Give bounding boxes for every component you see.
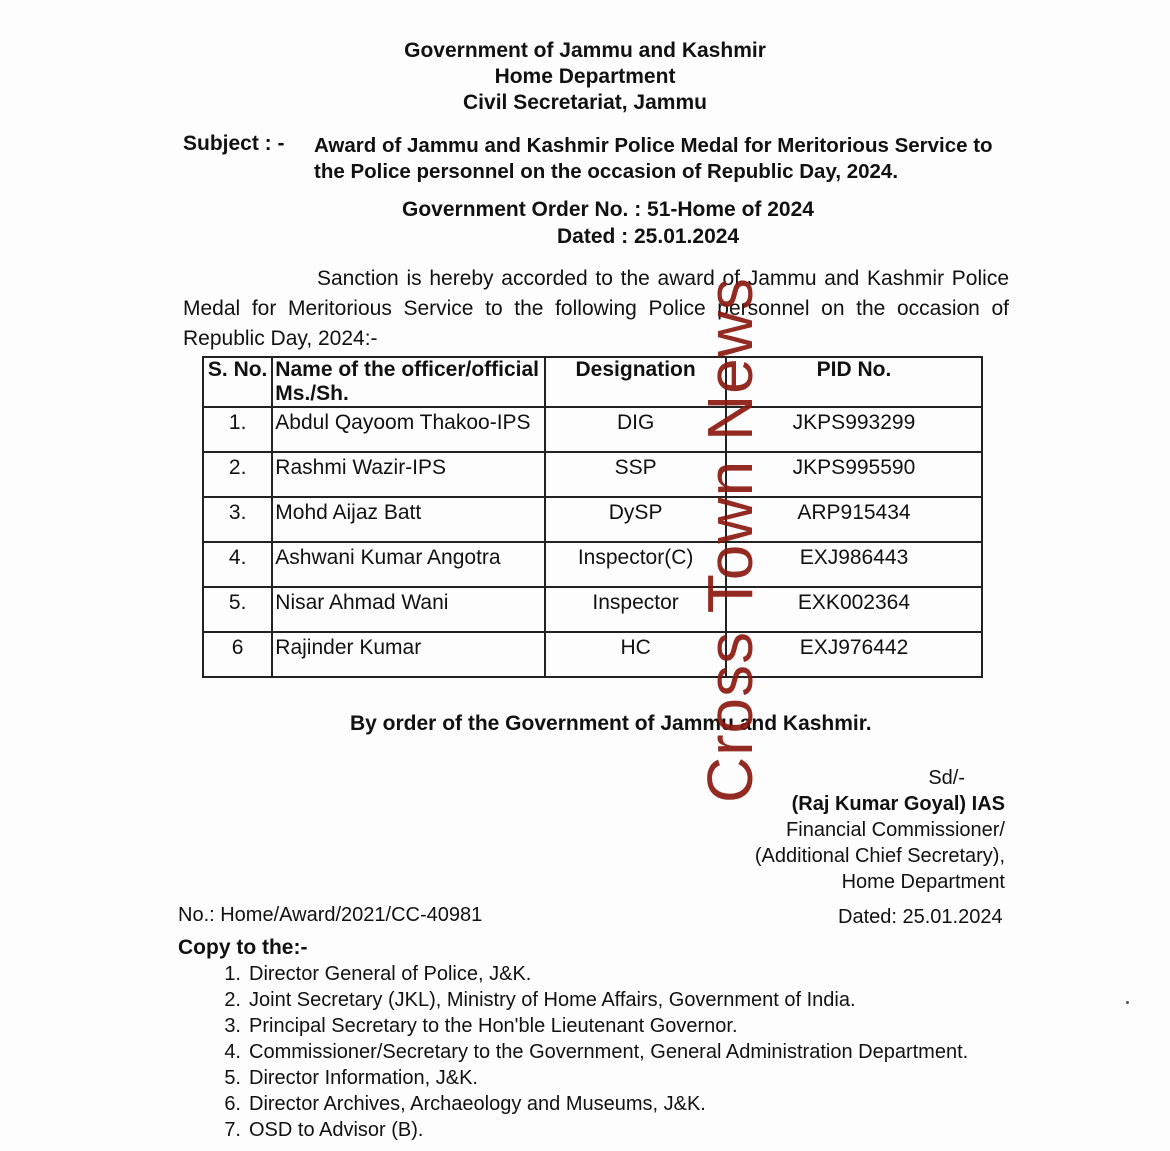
by-order-line: By order of the Government of Jammu and Kashmir. [350, 712, 872, 735]
reference-number: No.: Home/Award/2021/CC-40981 [178, 904, 483, 926]
cell-sno: 3. [203, 497, 272, 542]
cell-pid: EXJ986443 [726, 542, 982, 587]
cell-sno: 4. [203, 542, 272, 587]
list-item: 5. Director Information, J&K. [224, 1067, 478, 1089]
watermark-text: Cross Town News [694, 277, 766, 803]
cell-pid: ARP915434 [726, 497, 982, 542]
copy-to-title: Copy to the:- [178, 936, 308, 959]
cell-pid: JKPS993299 [726, 407, 982, 452]
cell-name: Mohd Aijaz Batt [272, 497, 545, 542]
cell-designation: SSP [545, 452, 726, 497]
cell-sno: 1. [203, 407, 272, 452]
table-row [203, 497, 982, 542]
table-row [203, 587, 982, 632]
cell-designation: Inspector [545, 587, 726, 632]
cell-designation: HC [545, 632, 726, 677]
cell-pid: JKPS995590 [726, 452, 982, 497]
cell-name: Rashmi Wazir-IPS [272, 452, 545, 497]
scan-speck [1126, 1001, 1129, 1004]
list-item: 6. Director Archives, Archaeology and Museums, J&K. [224, 1093, 706, 1115]
header-government: Government of Jammu and Kashmir [404, 39, 766, 62]
cell-sno: 5. [203, 587, 272, 632]
header-pid: PID No. [726, 357, 982, 407]
table-row [203, 407, 982, 452]
reference-date: Dated: 25.01.2024 [838, 906, 1003, 928]
cell-designation: DIG [545, 407, 726, 452]
cell-sno: 2. [203, 452, 272, 497]
order-number: Government Order No. : 51-Home of 2024 [402, 198, 814, 221]
order-date: Dated : 25.01.2024 [557, 225, 740, 248]
awards-table [202, 356, 983, 678]
subject-text: Award of Jammu and Kashmir Police Medal for Meritorious Service to the Police personnel on the occasion of Republic Day, 2024. [314, 134, 993, 183]
signatory-title-3: Home Department [841, 871, 1005, 893]
sanction-paragraph: Sanction is hereby accorded to the award of Jammu and Kashmir Police Medal for Meritorious Service to the following Police personnel on the occasion of Republic Day, 2024:- [183, 267, 1009, 350]
list-item: 4. Commissioner/Secretary to the Government, General Administration Department. [224, 1041, 969, 1063]
cell-designation: Inspector(C) [545, 542, 726, 587]
signatory-name: (Raj Kumar Goyal) IAS [791, 793, 1005, 815]
list-item: 1. Director General of Police, J&K. [224, 963, 532, 985]
cell-pid: EXK002364 [726, 587, 982, 632]
cell-name: Ashwani Kumar Angotra [272, 542, 545, 587]
header-designation: Designation [545, 357, 726, 407]
cell-pid: EXJ976442 [726, 632, 982, 677]
header-secretariat: Civil Secretariat, Jammu [463, 91, 707, 114]
header-name: Name of the officer/official Ms./Sh. [272, 357, 545, 407]
signature-block [755, 765, 1005, 895]
header-department: Home Department [494, 65, 676, 88]
table-row [203, 452, 982, 497]
list-item: 7. OSD to Advisor (B). [224, 1119, 424, 1141]
signature-sd: Sd/- [928, 767, 965, 789]
cell-designation: DySP [545, 497, 726, 542]
cell-name: Rajinder Kumar [272, 632, 545, 677]
cell-name: Nisar Ahmad Wani [272, 587, 545, 632]
cell-name: Abdul Qayoom Thakoo-IPS [272, 407, 545, 452]
cell-sno: 6 [203, 632, 272, 677]
signatory-title-2: (Additional Chief Secretary), [754, 845, 1005, 867]
table-row [203, 542, 982, 587]
list-item: 2. Joint Secretary (JKL), Ministry of Home Affairs, Government of India. [224, 989, 856, 1011]
table-header-row [203, 357, 982, 407]
header-sno: S. No. [203, 357, 272, 407]
subject-label: Subject : - [183, 132, 285, 155]
signatory-title-1: Financial Commissioner/ [786, 819, 1005, 841]
list-item: 3. Principal Secretary to the Hon'ble Lieutenant Governor. [224, 1015, 738, 1037]
table-row [203, 632, 982, 677]
copy-to-list [183, 961, 968, 1143]
